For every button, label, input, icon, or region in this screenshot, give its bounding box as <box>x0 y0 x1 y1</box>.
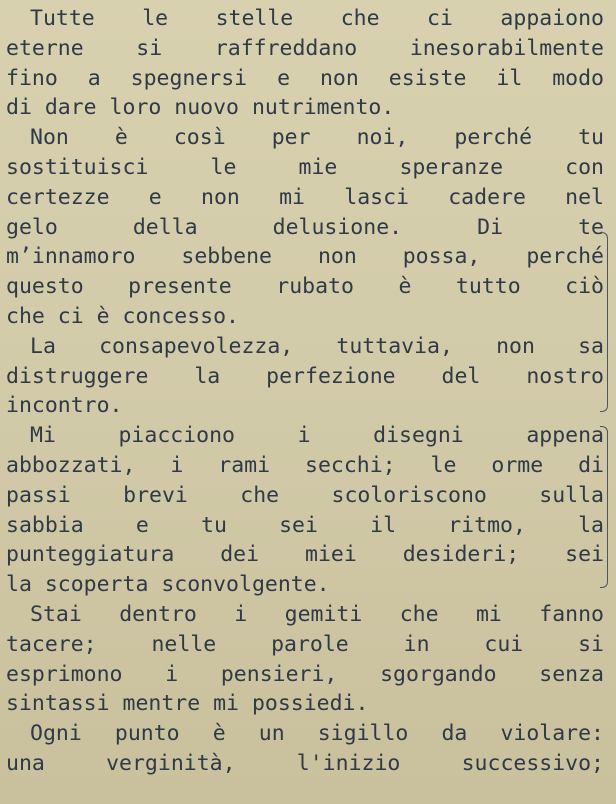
text-line: una verginità, l'inizio successivo; <box>6 750 604 776</box>
text-line: La consapevolezza, tuttavia, non sa <box>30 333 604 359</box>
text-line: gelo della delusione. Di te <box>6 214 604 240</box>
text-line: m’innamoro sebbene non possa, perché <box>6 244 604 270</box>
paragraph <box>6 4 604 123</box>
text-line: questo presente rubato è tutto ciò <box>6 274 604 300</box>
paragraph <box>6 600 604 719</box>
paragraph <box>6 123 604 332</box>
text-line: Ogni punto è un sigillo da violare: <box>30 721 604 747</box>
paragraph <box>6 719 604 779</box>
text-line: certezze e non mi lasci cadere nel <box>6 184 604 210</box>
text-line: che ci è concesso. <box>6 303 239 329</box>
paragraph <box>6 332 604 421</box>
margin-bracket <box>600 426 608 588</box>
text-line: Tutte le stelle che ci appaiono <box>30 6 604 31</box>
text-line: Non è così per noi, perché tu <box>30 125 604 151</box>
text-line: sostituisci le mie speranze con <box>6 154 604 180</box>
text-line: la scoperta sconvolgente. <box>6 572 330 598</box>
text-line: esprimono i pensieri, sgorgando senza <box>6 661 604 687</box>
text-line: Mi piacciono i disegni appena <box>30 423 604 449</box>
text-line: di dare loro nuovo nutrimento. <box>6 95 395 121</box>
text-line: distruggere la perfezione del nostro <box>6 363 604 389</box>
margin-bracket <box>600 232 608 412</box>
text-line: eterne si raffreddano inesorabilmente <box>6 35 604 61</box>
text-line: Stai dentro i gemiti che mi fanno <box>30 601 604 627</box>
text-line: incontro. <box>6 393 123 419</box>
text-line: abbozzati, i rami secchi; le orme di <box>6 452 604 478</box>
text-line: sintassi mentre mi possiedi. <box>6 691 369 717</box>
text-line: sabbia e tu sei il ritmo, la <box>6 512 604 538</box>
text-line: fino a spegnersi e non esiste il modo <box>6 65 604 91</box>
text-line: passi brevi che scoloriscono sulla <box>6 482 604 508</box>
paragraph <box>6 421 604 600</box>
text-line: tacere; nelle parole in cui si <box>6 631 604 657</box>
text-line: punteggiatura dei miei desideri; sei <box>6 542 604 568</box>
